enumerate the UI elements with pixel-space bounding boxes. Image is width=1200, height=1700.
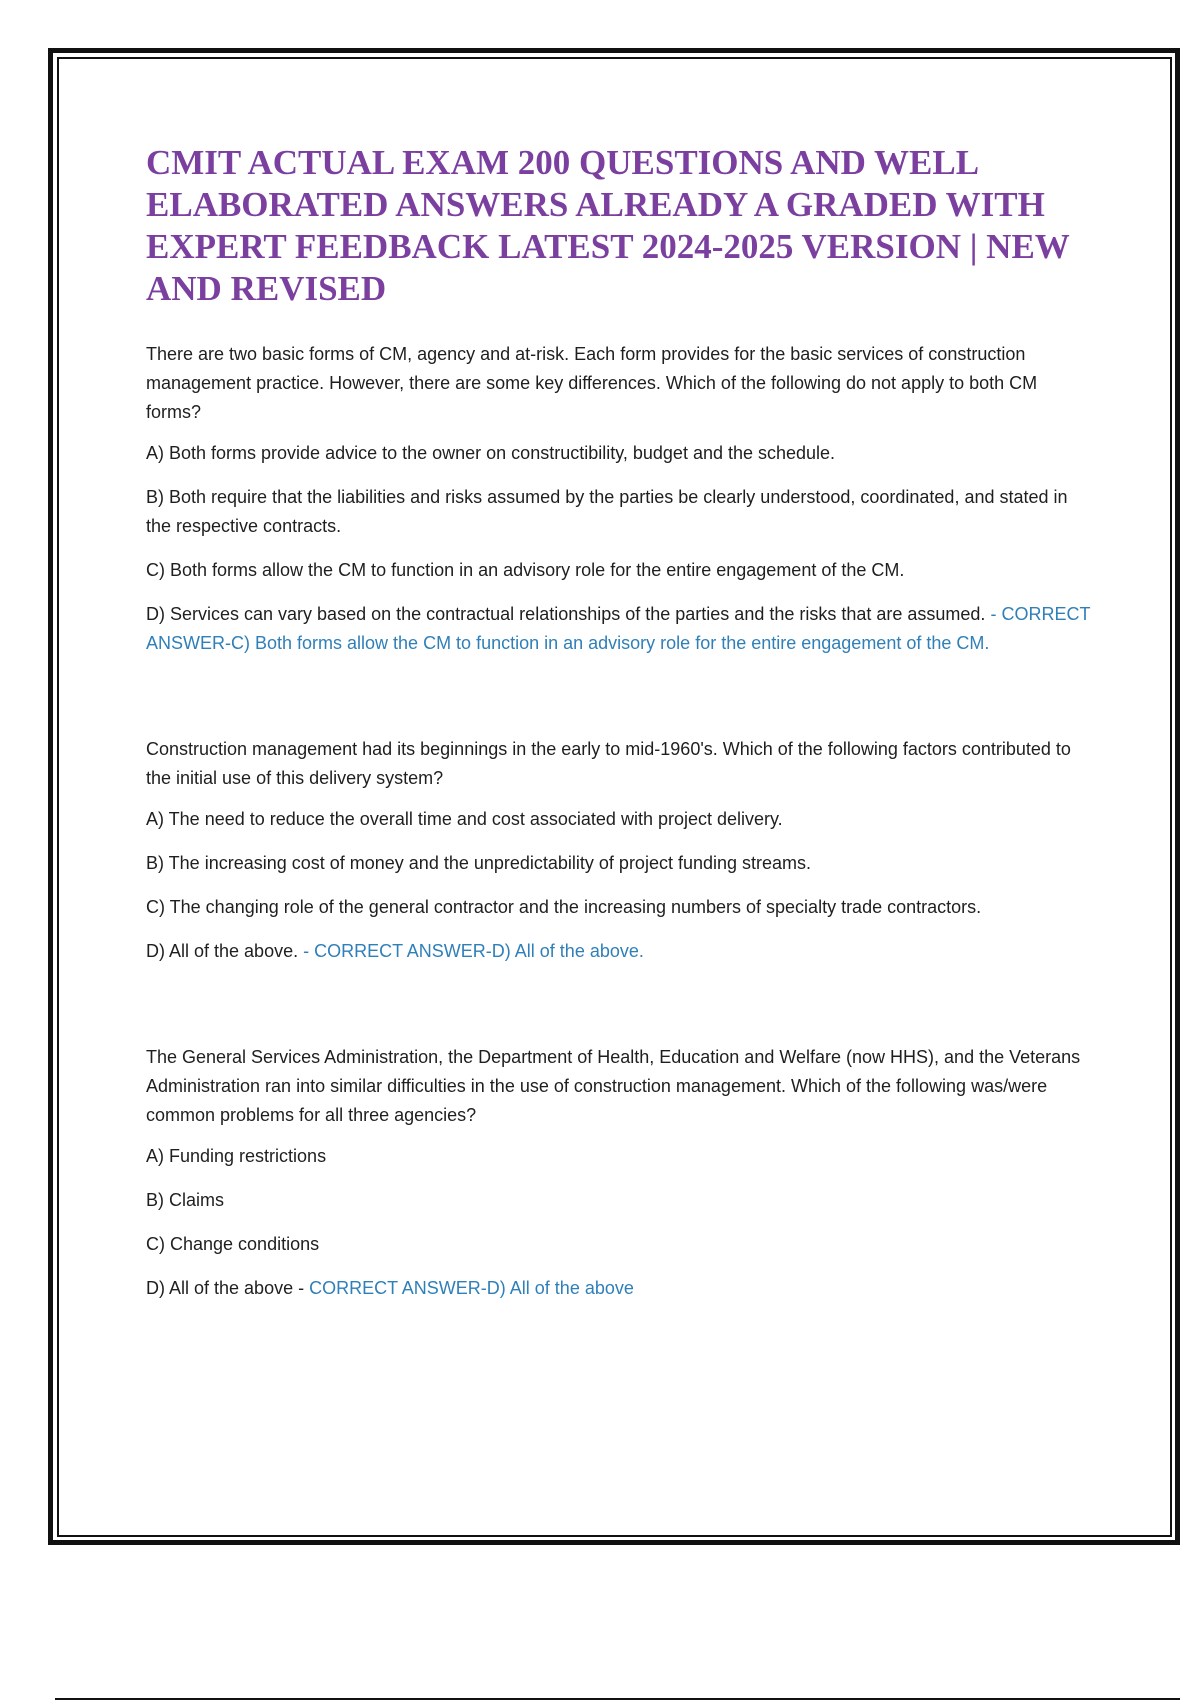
option-d-with-answer — [146, 937, 1096, 966]
option-a: A) The need to reduce the overall time and cost associated with project delivery. — [146, 809, 783, 829]
question-spacer — [146, 981, 1096, 1043]
document-title: CMIT ACTUAL EXAM 200 QUESTIONS AND WELL ELABORATED ANSWERS ALREADY A GRADED WITH EXPERT FEEDBACK LATEST 2024-2025 VERSION | NEW AND REVISED — [146, 143, 1070, 308]
option-a: A) Both forms provide advice to the owner on constructibility, budget and the schedule. — [146, 443, 836, 463]
option-d: D) All of the above. — [146, 941, 299, 961]
question-text: The General Services Administration, the Department of Health, Education and Welfare (now HHS), and the Veterans Administration ran into similar difficulties in the use of construction management. Which of the following was/were common problems for all three agencies? — [146, 1047, 1081, 1125]
option-c: C) Change conditions — [146, 1234, 320, 1254]
option-d-with-answer — [146, 600, 1096, 658]
correct-answer: CORRECT ANSWER-D) All of the above — [309, 1278, 634, 1298]
option-b: B) Claims — [146, 1190, 225, 1210]
question-spacer — [146, 673, 1096, 735]
option-c: C) Both forms allow the CM to function in an advisory role for the entire engagement of the CM. — [146, 560, 905, 580]
option-b: B) Both require that the liabilities and risks assumed by the parties be clearly understood, coordinated, and stated in the respective contracts. — [146, 487, 1068, 536]
option-b: B) The increasing cost of money and the unpredictability of project funding streams. — [146, 853, 812, 873]
document-content — [146, 142, 1096, 1318]
option-a: A) Funding restrictions — [146, 1146, 327, 1166]
correct-answer: - CORRECT ANSWER-C) Both forms allow the CM to function in an advisory role for the entire engagement of the CM. — [146, 604, 1091, 653]
question-block — [146, 340, 1096, 658]
option-d-with-answer — [146, 1274, 1096, 1303]
option-c: C) The changing role of the general contractor and the increasing numbers of specialty trade contractors. — [146, 897, 982, 917]
option-d: D) Services can vary based on the contractual relationships of the parties and the risks that are assumed. — [146, 604, 986, 624]
question-text: Construction management had its beginnings in the early to mid-1960's. Which of the following factors contributed to the initial use of this delivery system? — [146, 739, 1071, 788]
option-d: D) All of the above - — [146, 1278, 305, 1298]
question-text: There are two basic forms of CM, agency and at-risk. Each form provides for the basic services of construction management practice. However, there are some key differences. Which of the following do not apply to both CM forms? — [146, 344, 1038, 422]
correct-answer: - CORRECT ANSWER-D) All of the above. — [303, 941, 644, 961]
question-block — [146, 735, 1096, 966]
question-block — [146, 1043, 1096, 1303]
